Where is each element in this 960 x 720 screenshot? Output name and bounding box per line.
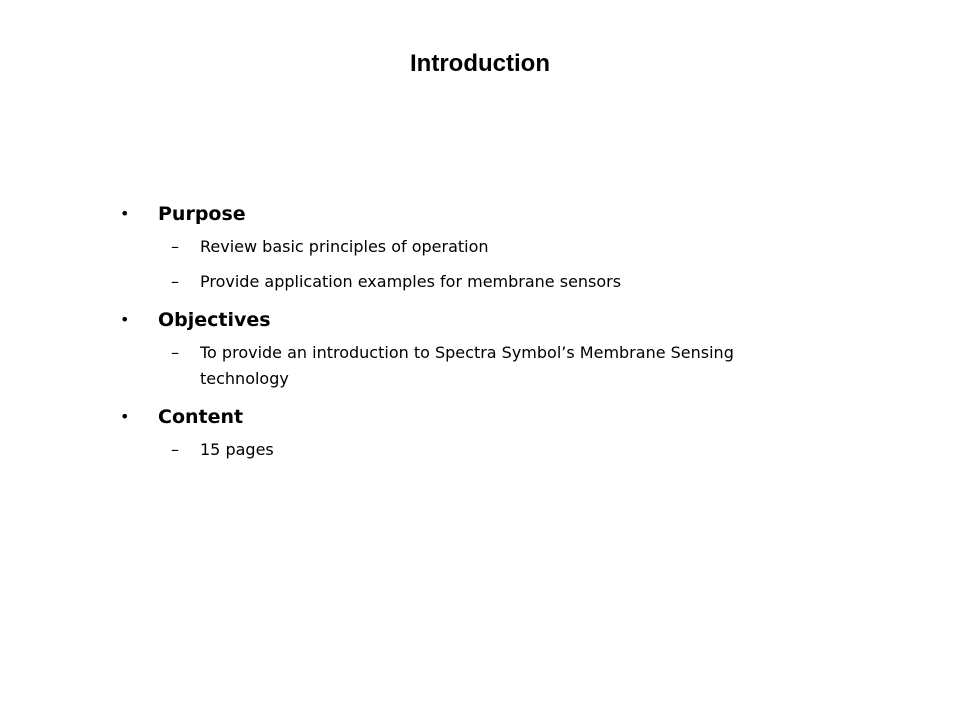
list-item	[118, 234, 800, 260]
dash-icon: –	[171, 272, 179, 291]
list-item	[118, 269, 800, 295]
list-item-text: 15 pages	[200, 440, 274, 459]
sub-list	[118, 437, 858, 463]
section-heading: Objectives	[158, 309, 271, 331]
bullet-icon: •	[120, 204, 130, 223]
section-heading: Content	[158, 406, 244, 428]
slide-title: Introduction	[410, 50, 550, 77]
sub-list	[118, 234, 858, 295]
dash-icon: –	[171, 343, 179, 362]
list-item	[118, 340, 800, 392]
list-item-text: Review basic principles of operation	[200, 237, 489, 256]
section-heading: Purpose	[158, 203, 246, 225]
bullet-list	[118, 198, 858, 472]
dash-icon: –	[171, 237, 179, 256]
section-content	[118, 401, 858, 463]
list-item-text: Provide application examples for membrane sensors	[200, 272, 622, 291]
list-item-text: To provide an introduction to Spectra Symbol’s Membrane Sensing technology	[200, 343, 734, 388]
list-item	[118, 437, 800, 463]
bullet-icon: •	[120, 310, 130, 329]
section-purpose	[118, 198, 858, 295]
section-objectives	[118, 304, 858, 392]
dash-icon: –	[171, 440, 179, 459]
bullet-icon: •	[120, 407, 130, 426]
sub-list	[118, 340, 858, 392]
